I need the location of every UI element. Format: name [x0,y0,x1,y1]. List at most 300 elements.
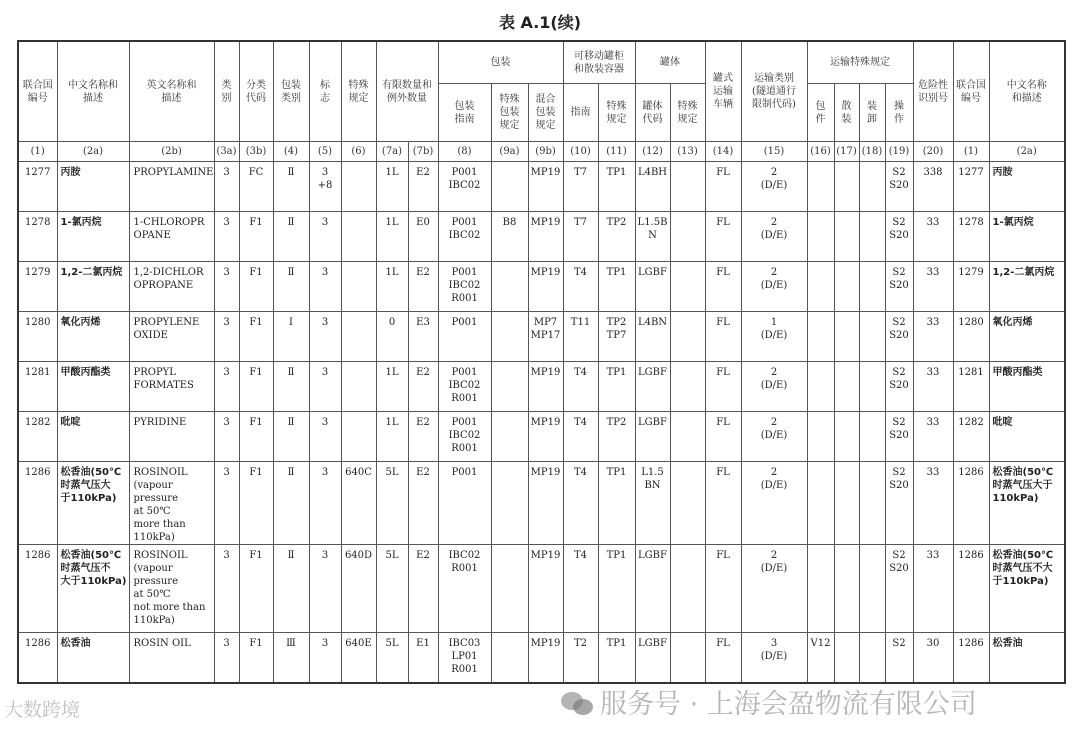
col-special-pack: 特殊 包装 规定 [491,84,528,142]
table-cell: 2 (D/E) [741,462,807,545]
table-cell: E2 [408,545,438,633]
table-cell: TP1 [598,545,635,633]
table-cell: T4 [563,462,598,545]
column-number: (2a) [989,142,1065,162]
table-row [18,362,1065,412]
col-name-cn: 中文名称和 描述 [57,41,129,142]
table-cell: 3 (D/E) [741,633,807,683]
table-cell: 33 [913,212,953,262]
table-cell: 松香油 [57,633,129,683]
column-number: (7b) [408,142,438,162]
table-cell: S2 S20 [885,162,913,212]
table-cell: 丙胺 [989,162,1065,212]
table-cell: TP2 [598,212,635,262]
table-cell: S2 S20 [885,362,913,412]
table-cell: 1286 [953,545,989,633]
table-cell [491,462,528,545]
col-labels: 标 志 [309,41,341,142]
table-cell: E0 [408,212,438,262]
table-cell: ROSINOIL (vapour pressure at 50℃ not more than 110kPa) [129,545,214,633]
table-cell: 33 [913,412,953,462]
table-cell: 3 [309,545,341,633]
col-un-no-2: 联合国 编号 [953,41,989,142]
table-cell: E1 [408,633,438,683]
column-number: (12) [635,142,670,162]
table-cell: P001 IBC02 [438,212,491,262]
table-cell: F1 [239,462,273,545]
table-cell [859,162,885,212]
table-cell: 2 (D/E) [741,412,807,462]
table-cell: 3 [309,412,341,462]
col-pt-instr: 指南 [563,84,598,142]
table-cell: S2 S20 [885,412,913,462]
table-cell: S2 S20 [885,262,913,312]
table-cell: 1286 [953,462,989,545]
table-cell: V12 [807,633,834,683]
table-cell: T4 [563,412,598,462]
table-cell: FL [705,212,741,262]
table-cell: FL [705,633,741,683]
col-hazard-id: 危险性 识别号 [913,41,953,142]
table-cell [807,362,834,412]
table-cell: FL [705,412,741,462]
table-cell: F1 [239,212,273,262]
table-cell [834,312,859,362]
table-row [18,162,1065,212]
table-cell [670,162,705,212]
table-cell [670,262,705,312]
column-number: (6) [341,142,376,162]
table-cell: 640C [341,462,376,545]
table-cell: T7 [563,212,598,262]
column-number: (2a) [57,142,129,162]
table-cell: 1286 [18,633,57,683]
table-cell: T11 [563,312,598,362]
table-cell: 640D [341,545,376,633]
table-cell: MP19 [528,212,563,262]
table-cell: MP19 [528,162,563,212]
watermark-row [4,688,1064,728]
column-number: (7a) [376,142,408,162]
table-cell: P001 IBC02 R001 [438,362,491,412]
column-number: (15) [741,142,807,162]
table-cell: TP1 [598,633,635,683]
table-cell: TP2 TP7 [598,312,635,362]
column-number-row [18,142,1065,162]
table-cell [491,312,528,362]
table-cell: P001 [438,462,491,545]
table-cell: 33 [913,262,953,312]
table-cell: FL [705,462,741,545]
table-cell: LGBF [635,262,670,312]
table-cell: MP19 [528,633,563,683]
dangerous-goods-table [17,40,1066,684]
table-cell: 1282 [18,412,57,462]
table-cell: 2 (D/E) [741,545,807,633]
table-cell: T7 [563,162,598,212]
table-cell: TP1 [598,162,635,212]
table-cell: 1-氯丙烷 [989,212,1065,262]
table-cell: 1280 [953,312,989,362]
table-cell [670,312,705,362]
table-cell: 3 [214,412,239,462]
table-cell: F1 [239,362,273,412]
table-cell: 5L [376,545,408,633]
col-class-code: 分类 代码 [239,41,273,142]
table-cell: 3 [214,362,239,412]
table-cell: MP19 [528,545,563,633]
table-cell: S2 [885,633,913,683]
col-transport-cat: 运输类别 (隧道通行 限制代码) [741,41,807,142]
table-cell: S2 S20 [885,312,913,362]
table-cell: 1282 [953,412,989,462]
brand-watermark: 大数跨境 [4,698,81,721]
table-cell: 3 [309,633,341,683]
table-cell [807,462,834,545]
table-cell: PROPYLENE OXIDE [129,312,214,362]
table-cell: F1 [239,412,273,462]
table-cell: 1286 [953,633,989,683]
column-number: (20) [913,142,953,162]
table-cell: 1286 [18,462,57,545]
table-cell: F1 [239,633,273,683]
col-name-en: 英文名称和 描述 [129,41,214,142]
table-cell: P001 IBC02 [438,162,491,212]
col-tank-special: 特殊 规定 [670,84,705,142]
table-cell: 3 [214,633,239,683]
table-cell: TP1 [598,262,635,312]
table-cell [807,162,834,212]
table-cell: F1 [239,312,273,362]
table-cell: 1277 [953,162,989,212]
table-cell: 1L [376,412,408,462]
table-cell: Ⅲ [273,633,309,683]
table-cell: FL [705,312,741,362]
col-name-cn-2: 中文名称 和描述 [989,41,1065,142]
col-vehicle: 罐式 运输 车辆 [705,41,741,142]
table-cell: IBC03 LP01 R001 [438,633,491,683]
column-number: (13) [670,142,705,162]
column-number: (11) [598,142,635,162]
table-cell: 3 [309,462,341,545]
table-cell [670,212,705,262]
table-cell: P001 [438,312,491,362]
table-cell: B8 [491,212,528,262]
table-cell: 1278 [18,212,57,262]
col-bulk: 散 装 [834,84,859,142]
table-cell: 1L [376,262,408,312]
table-row [18,312,1065,362]
table-cell: 氧化丙烯 [989,312,1065,362]
table-cell: LGBF [635,412,670,462]
table-cell: ROSINOIL (vapour pressure at 50℃ more than 110kPa) [129,462,214,545]
table-cell [807,545,834,633]
table-row [18,462,1065,545]
table-cell [834,462,859,545]
table-row [18,412,1065,462]
table-cell [859,462,885,545]
table-cell [491,262,528,312]
col-pack-group: 包装 类别 [273,41,309,142]
table-cell [670,545,705,633]
table-row [18,262,1065,312]
table-cell: 甲酸丙酯类 [989,362,1065,412]
table-cell: E2 [408,412,438,462]
table-cell: 1278 [953,212,989,262]
table-cell: 640E [341,633,376,683]
table-cell: 2 (D/E) [741,162,807,212]
col-loading: 装 卸 [859,84,885,142]
table-cell [670,412,705,462]
column-number: (1) [953,142,989,162]
table-cell: 3 [214,262,239,312]
table-cell: 5L [376,633,408,683]
table-cell: Ⅱ [273,212,309,262]
column-number: (1) [18,142,57,162]
table-cell [834,162,859,212]
table-cell: Ⅱ [273,412,309,462]
table-cell: 吡啶 [57,412,129,462]
table-cell: 1L [376,212,408,262]
table-cell [341,312,376,362]
table-cell: 3 [214,162,239,212]
table-cell: 1286 [18,545,57,633]
table-cell: 1L [376,162,408,212]
table-cell [341,212,376,262]
table-cell: 1,2-二氯丙烷 [57,262,129,312]
table-cell: E3 [408,312,438,362]
table-cell [341,412,376,462]
table-cell: Ⅱ [273,462,309,545]
column-number: (9b) [528,142,563,162]
table-cell: 1 (D/E) [741,312,807,362]
table-cell: T4 [563,362,598,412]
col-group-tanks: 罐体 [635,41,705,84]
service-watermark-text: 服务号 · 上海会盈物流有限公司 [600,688,977,720]
table-cell [807,212,834,262]
column-number: (10) [563,142,598,162]
column-number: (17) [834,142,859,162]
table-cell: 1279 [18,262,57,312]
table-cell: 33 [913,362,953,412]
col-group-portable-tanks: 可移动罐柜 和散装容器 [563,41,635,84]
wechat-icon [560,691,594,717]
col-pack-instr: 包装 指南 [438,84,491,142]
table-cell: 1279 [953,262,989,312]
table-cell: PROPYL FORMATES [129,362,214,412]
table-cell: 3 [309,312,341,362]
col-special: 特殊 规定 [341,41,376,142]
table-cell: T2 [563,633,598,683]
column-number: (14) [705,142,741,162]
table-cell: 3 +8 [309,162,341,212]
table-cell: S2 S20 [885,212,913,262]
table-cell: T4 [563,545,598,633]
table-cell: 1277 [18,162,57,212]
table-cell [491,545,528,633]
table-cell: MP19 [528,362,563,412]
table-cell: 3 [214,545,239,633]
table-cell: 1280 [18,312,57,362]
table-header [18,41,1065,162]
table-cell: 丙胺 [57,162,129,212]
table-cell: L1.5 BN [635,462,670,545]
table-cell: MP19 [528,412,563,462]
table-cell: S2 S20 [885,545,913,633]
table-cell [341,262,376,312]
column-number: (3a) [214,142,239,162]
table-cell: 松香油(50℃ 时蒸气压不 大于110kPa) [57,545,129,633]
table-cell [834,362,859,412]
table-cell [807,412,834,462]
table-cell [670,362,705,412]
table-cell: 30 [913,633,953,683]
table-cell: 33 [913,462,953,545]
col-un-no: 联合国 编号 [18,41,57,142]
table-cell: 1281 [18,362,57,412]
table-cell: 3 [309,262,341,312]
table-row [18,545,1065,633]
table-cell: LGBF [635,633,670,683]
table-cell: L4BH [635,162,670,212]
table-cell: F1 [239,262,273,312]
table-cell: L1.5B N [635,212,670,262]
table-cell: 松香油 [989,633,1065,683]
table-cell: FL [705,362,741,412]
table-cell: Ⅱ [273,545,309,633]
table-cell [491,162,528,212]
table-cell: E2 [408,162,438,212]
table-row [18,212,1065,262]
table-cell [859,412,885,462]
col-group-transport-special: 运输特殊规定 [807,41,913,84]
table-cell [859,362,885,412]
table-cell: 甲酸丙酯类 [57,362,129,412]
column-number: (8) [438,142,491,162]
table-cell: PROPYLAMINE [129,162,214,212]
table-cell [834,412,859,462]
table-title: 表 A.1(续) [498,13,582,32]
col-limited-qty: 有限数量和 例外数量 [376,41,438,142]
column-number: (9a) [491,142,528,162]
table-cell: TP2 [598,412,635,462]
column-number: (18) [859,142,885,162]
table-body [18,162,1065,683]
column-number: (4) [273,142,309,162]
table-cell: 松香油(50℃ 时蒸气压大于 110kPa) [989,462,1065,545]
table-cell: FL [705,162,741,212]
table-cell: 2 (D/E) [741,262,807,312]
table-cell: P001 IBC02 R001 [438,412,491,462]
table-cell: FL [705,545,741,633]
table-cell: 3 [214,462,239,545]
table-cell: 5L [376,462,408,545]
table-row [18,633,1065,683]
table-cell: IBC02 R001 [438,545,491,633]
table-cell: 2 (D/E) [741,212,807,262]
table-cell: 吡啶 [989,412,1065,462]
column-number: (2b) [129,142,214,162]
table-cell: 松香油(50℃ 时蒸气压不大 于110kPa) [989,545,1065,633]
table-cell: 0 [376,312,408,362]
table-cell: LGBF [635,545,670,633]
table-cell [807,262,834,312]
table-cell [491,362,528,412]
table-cell [859,262,885,312]
table-cell [834,545,859,633]
table-cell: 3 [309,362,341,412]
table-cell [670,633,705,683]
table-cell: 33 [913,545,953,633]
table-cell [859,312,885,362]
table-cell: 33 [913,312,953,362]
column-number: (19) [885,142,913,162]
table-cell: 1-氯丙烷 [57,212,129,262]
table-wrapper [4,40,1064,728]
table-cell: 3 [214,212,239,262]
table-cell: MP19 [528,462,563,545]
table-cell: P001 IBC02 R001 [438,262,491,312]
column-number: (3b) [239,142,273,162]
table-cell [670,462,705,545]
col-pt-special: 特殊 规定 [598,84,635,142]
table-cell: 3 [214,312,239,362]
table-cell [859,212,885,262]
table-cell [834,212,859,262]
table-cell: 338 [913,162,953,212]
table-cell: Ⅱ [273,162,309,212]
table-cell: E2 [408,462,438,545]
table-cell: Ⅱ [273,262,309,312]
table-cell: PYRIDINE [129,412,214,462]
table-cell: 1-CHLOROPR OPANE [129,212,214,262]
column-number: (16) [807,142,834,162]
table-cell: T4 [563,262,598,312]
column-number: (5) [309,142,341,162]
table-cell: E2 [408,262,438,312]
service-watermark [560,688,977,722]
table-cell: 1L [376,362,408,412]
col-tank-code: 罐体 代码 [635,84,670,142]
table-cell [341,162,376,212]
table-cell: 1,2-二氯丙烷 [989,262,1065,312]
table-cell [859,633,885,683]
col-packages: 包 件 [807,84,834,142]
table-cell: ROSIN OIL [129,633,214,683]
col-class: 类 别 [214,41,239,142]
table-cell: L4BN [635,312,670,362]
table-cell: 3 [309,212,341,262]
table-cell: FL [705,262,741,312]
table-cell: LGBF [635,362,670,412]
table-cell: 1281 [953,362,989,412]
table-cell: MP7 MP17 [528,312,563,362]
table-cell [834,633,859,683]
table-cell [834,262,859,312]
table-cell: 松香油(50℃ 时蒸气压大 于110kPa) [57,462,129,545]
table-cell [341,362,376,412]
table-cell: 2 (D/E) [741,362,807,412]
table-cell: FC [239,162,273,212]
table-cell: F1 [239,545,273,633]
table-cell: TP1 [598,462,635,545]
table-cell [491,633,528,683]
table-cell [807,312,834,362]
table-cell: MP19 [528,262,563,312]
table-cell [491,412,528,462]
table-cell: 氧化丙烯 [57,312,129,362]
col-operation: 操 作 [885,84,913,142]
